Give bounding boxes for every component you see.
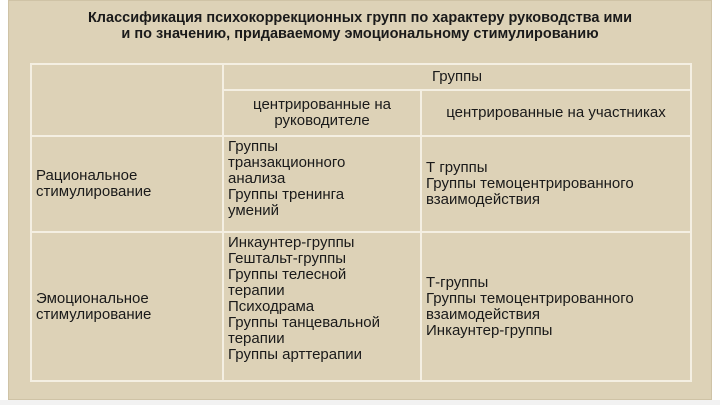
cell-line: Группы арттерапии bbox=[228, 346, 362, 363]
header-leader-line: центрированные на bbox=[253, 96, 391, 113]
classification-table bbox=[30, 63, 692, 382]
cell-emotional-participants bbox=[421, 232, 691, 381]
title-line-2: и по значению, придаваемому эмоциональному стимулированию bbox=[121, 26, 599, 42]
cell-line: терапии bbox=[228, 330, 285, 347]
cell-line: Психодрама bbox=[228, 298, 315, 315]
title-line-1: Классификация психокоррекционных групп по характеру руководства ими bbox=[87, 10, 633, 26]
table-row-emotional bbox=[31, 232, 691, 381]
cell-line: Инкаунтер-группы bbox=[228, 234, 355, 251]
header-leader-line: руководителе bbox=[274, 112, 370, 129]
cell-line: взаимодействия bbox=[426, 191, 541, 208]
row-label-emotional bbox=[31, 232, 223, 381]
slide-title bbox=[8, 10, 712, 42]
header-leader-centered bbox=[223, 90, 421, 136]
table-row-rational bbox=[31, 136, 691, 232]
cell-line: Группы темоцентрированного bbox=[426, 289, 634, 307]
cell-line: Гештальт-группы bbox=[228, 250, 346, 267]
cell-line: Группы танцевальной bbox=[228, 314, 380, 331]
cell-rational-participants bbox=[421, 136, 691, 232]
slide bbox=[8, 0, 712, 400]
row-label-rational bbox=[31, 136, 223, 232]
cell-line: Группы телесной bbox=[228, 266, 347, 283]
row-label-line: стимулирование bbox=[36, 183, 152, 200]
header-participant-centered: центрированные на участниках bbox=[421, 90, 691, 136]
row-label-line: Рациональное bbox=[36, 167, 138, 184]
cell-line: Группы темоцентрированного bbox=[426, 175, 634, 192]
row-label-line: Эмоциональное bbox=[36, 289, 149, 307]
cell-line: Группы тренинга bbox=[228, 186, 345, 203]
cell-line: транзакционного bbox=[228, 154, 346, 171]
cell-line: терапии bbox=[228, 282, 285, 299]
cell-line: умений bbox=[228, 202, 280, 219]
header-empty-cell bbox=[31, 64, 223, 136]
cell-line: взаимодействия bbox=[426, 305, 541, 323]
cell-line: Т-группы bbox=[426, 273, 489, 291]
header-row-groups bbox=[31, 64, 691, 90]
cell-rational-leader bbox=[223, 136, 421, 232]
cell-line: Группы bbox=[228, 138, 278, 155]
row-label-line: стимулирование bbox=[36, 305, 152, 323]
header-groups: Группы bbox=[223, 64, 691, 90]
bottom-strip bbox=[0, 400, 720, 405]
cell-line: Т группы bbox=[426, 159, 488, 176]
cell-line: Инкаунтер-группы bbox=[426, 321, 553, 339]
cell-line: анализа bbox=[228, 170, 286, 187]
cell-emotional-leader bbox=[223, 232, 421, 381]
